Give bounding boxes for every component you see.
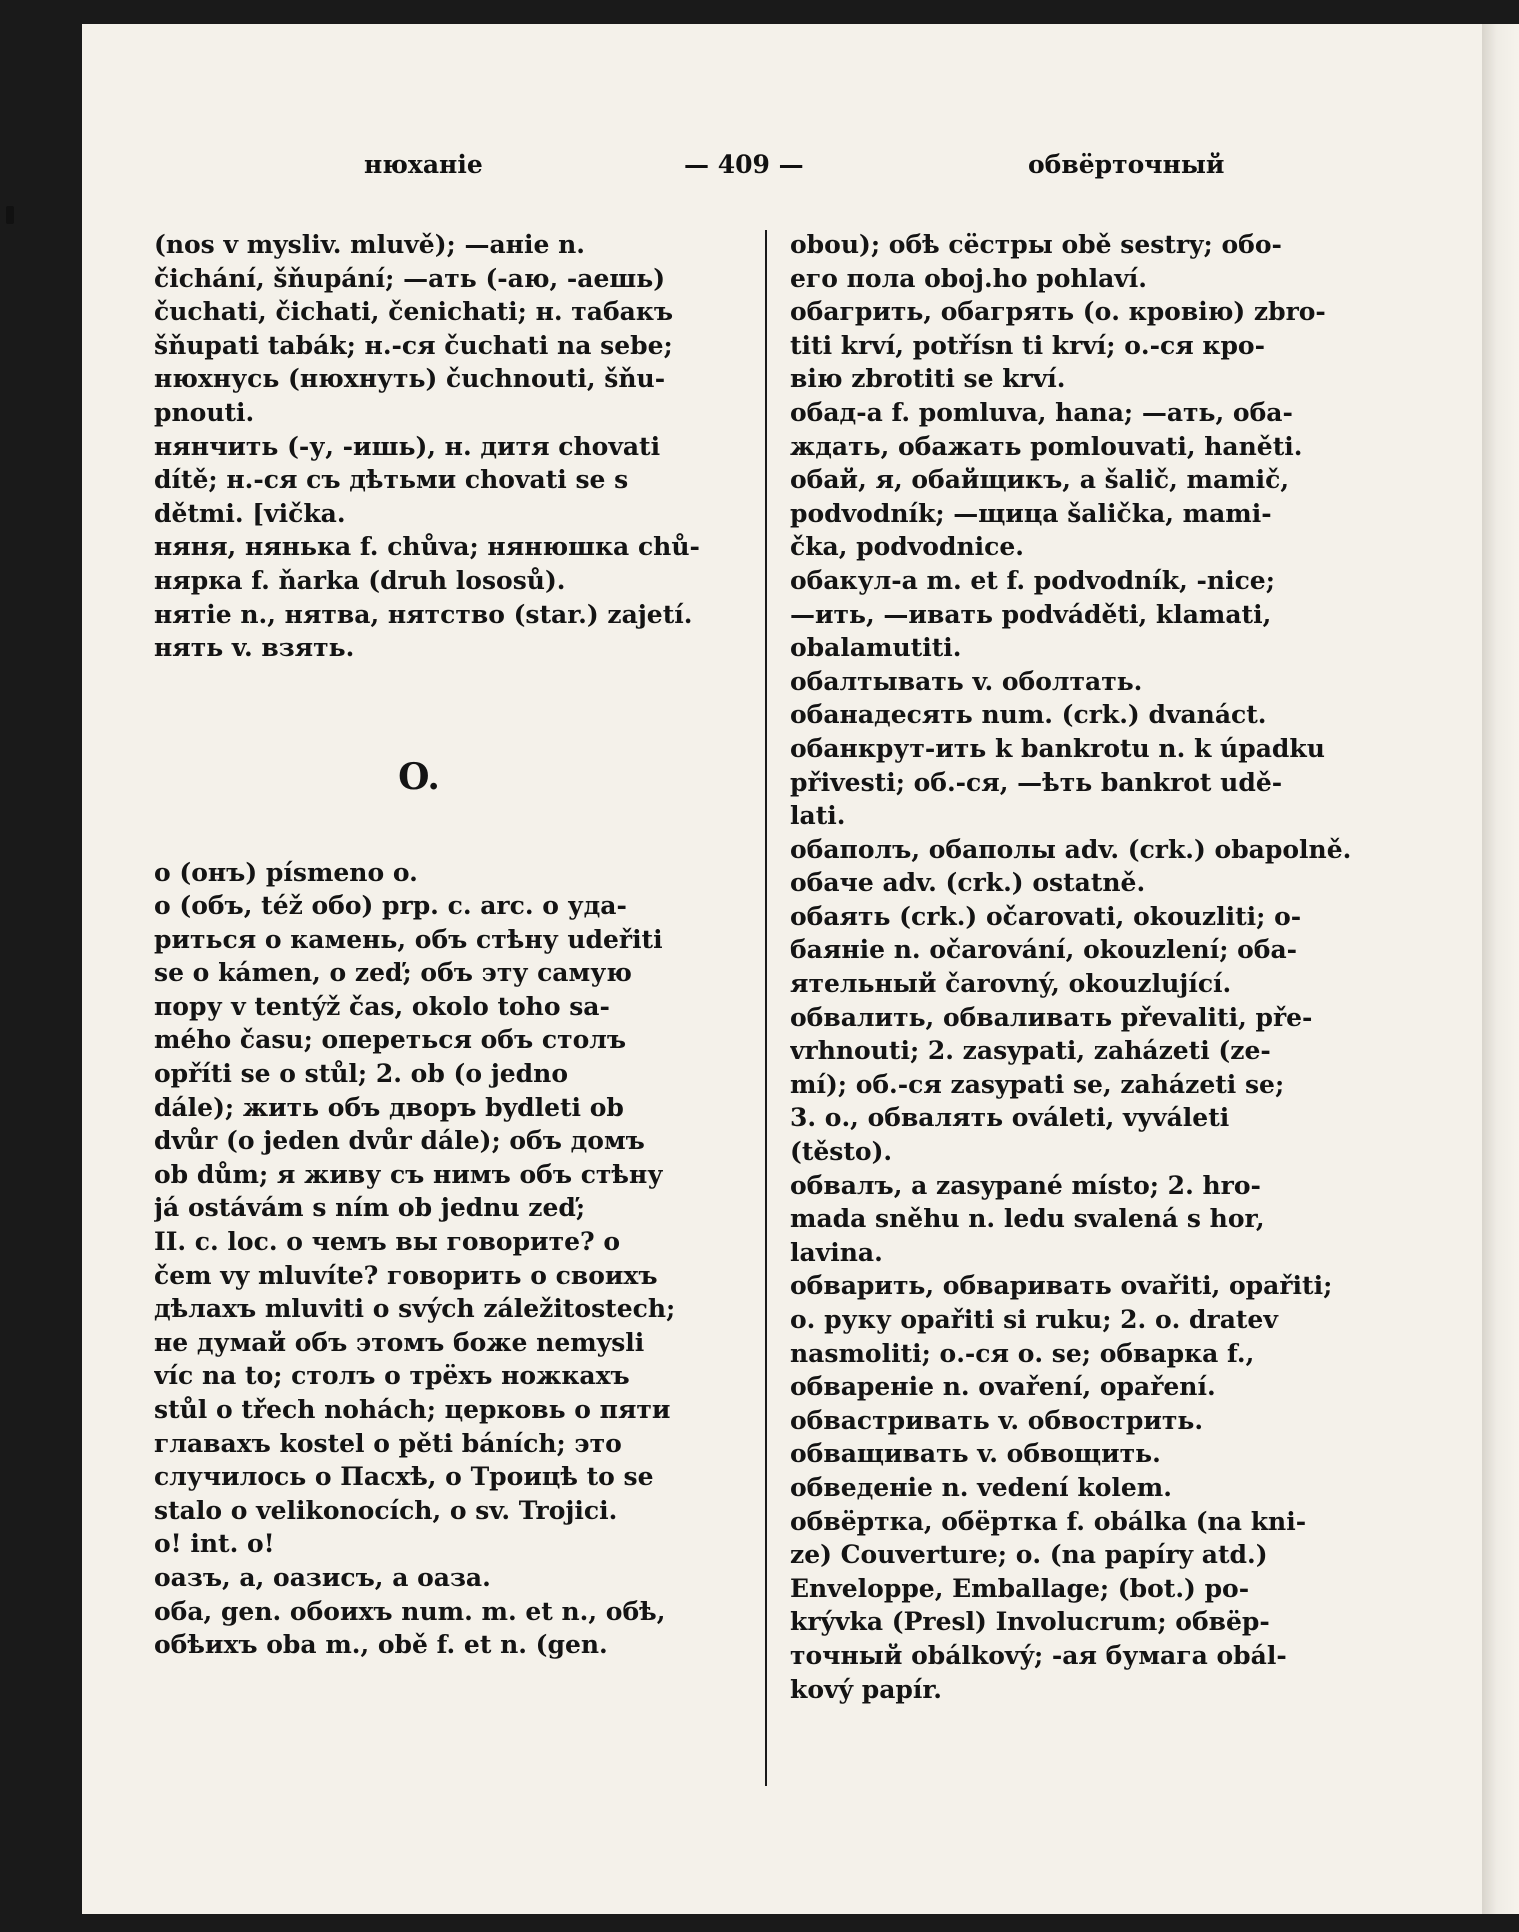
- dictionary-line: баяніе n. očarování, okouzlení; оба-: [790, 935, 1298, 965]
- dictionary-line: o! int. o!: [154, 1529, 275, 1559]
- dictionary-line: ятельный čarovný, okouzlující.: [790, 969, 1232, 999]
- dictionary-line: pnouti.: [154, 397, 255, 427]
- dictionary-line: mada sněhu n. ledu svalená s hor,: [790, 1204, 1265, 1234]
- dictionary-line: нюхнусь (нюхнуть) čuchnouti, šňu-: [154, 364, 666, 394]
- dictionary-line: obou); обѣ сёстры obě sestry; обо-: [790, 230, 1282, 259]
- dictionary-line: обанкрут-ить k bankrotu n. k úpadku: [790, 733, 1325, 763]
- header-left-guideword: нюханіе: [364, 150, 483, 179]
- dictionary-line: dále); жить объ дворъ bydleti ob: [154, 1092, 624, 1122]
- section-letter-o: O.: [398, 755, 440, 798]
- dictionary-line: ob dům; я живу съ нимъ объ стѣну: [154, 1159, 664, 1189]
- dictionary-line: mého času; опереться объ столъ: [154, 1025, 627, 1055]
- dictionary-line: stůl o třech nohách; церковь о пяти: [154, 1395, 671, 1424]
- dictionary-line: нянчить (-у, -ишь), н. дитя chovati: [154, 431, 661, 461]
- dictionary-line: dvůr (o jeden dvůr dále); объ домъ: [154, 1126, 645, 1156]
- blank-space: [154, 822, 728, 856]
- dictionary-line: II. c. loc. о чемъ вы говорите? o: [154, 1227, 621, 1257]
- dictionary-line: podvodník; —щица šalička, mami-: [790, 498, 1272, 528]
- dictionary-line: обварить, обваривать ovařiti, opařiti;: [790, 1271, 1333, 1301]
- dictionary-line: stalo o velikonocích, o sv. Trojici.: [154, 1495, 618, 1525]
- dictionary-line: вію zbrotiti se krví.: [790, 364, 1066, 394]
- dictionary-line: Enveloppe, Emballage; (bot.) po-: [790, 1573, 1250, 1603]
- dictionary-line: titi krví, potřísn ti krví; о.-ся кро-: [790, 330, 1265, 360]
- dictionary-line: его пола oboj.ho pohlaví.: [790, 263, 1147, 293]
- dictionary-line: ze) Couverture; о. (na papíry atd.): [790, 1540, 1268, 1570]
- dictionary-page: [82, 24, 1482, 1914]
- dictionary-line: случилось о Пасхѣ, о Троицѣ to se: [154, 1462, 654, 1492]
- dictionary-line: риться о камень, объ стѣну udeřiti: [154, 924, 663, 954]
- dictionary-line: пору v tentýž čas, okolo toho sa-: [154, 991, 610, 1021]
- dictionary-line: о. руку opařiti si ruku; 2. о. dratev: [790, 1305, 1278, 1334]
- dictionary-line: обаполъ, обаполы adv. (crk.) obapolně.: [790, 834, 1352, 864]
- dictionary-line: дѣлахъ mluviti o svých záležitostech;: [154, 1294, 676, 1324]
- dictionary-line: lati.: [790, 801, 846, 831]
- dictionary-line: о (онъ) písmeno o.: [154, 857, 418, 887]
- dictionary-line: оазъ, а, оазисъ, а оаза.: [154, 1562, 491, 1592]
- dictionary-line: šňupati tabák; н.-ся čuchati na sebe;: [154, 330, 673, 360]
- dictionary-line: обагрить, обагрять (о. кровію) zbro-: [790, 297, 1326, 327]
- dictionary-line: няня, нянька f. chůva; нянюшка chů-: [154, 532, 700, 562]
- dictionary-line: обаять (crk.) očarovati, okouzliti; о-: [790, 901, 1302, 931]
- dictionary-line: dětmi. [vička.: [154, 498, 346, 528]
- dictionary-line: обалтывать v. оболтать.: [790, 666, 1143, 696]
- dictionary-line: krývka (Presl) Involucrum; обвёр-: [790, 1607, 1270, 1637]
- dictionary-line: обвёртка, обёртка f. obálka (na kni-: [790, 1506, 1307, 1536]
- page-edge-shadow: [1482, 24, 1519, 1914]
- scan-edge-mark: [6, 206, 14, 224]
- dictionary-line: нять v. взять.: [154, 633, 355, 663]
- dictionary-line: 3. о., обвалять оválеti, vyváleti: [790, 1103, 1230, 1133]
- dictionary-line: обай, я, обайщикъ, а šalič, mamič,: [790, 465, 1290, 495]
- dictionary-line: já ostávám s ním ob jednu zeď;: [154, 1193, 586, 1223]
- dictionary-line: обведеніе n. vedení kolem.: [790, 1472, 1172, 1502]
- dictionary-line: opříti se o stůl; 2. ob (o jedno: [154, 1059, 569, 1089]
- dictionary-line: vrhnouti; 2. zasypati, zaházeti (ze-: [790, 1036, 1271, 1066]
- right-column-entries: [790, 228, 1384, 1706]
- dictionary-line: čichání, šňupání; —ать (-аю, -аешь): [154, 263, 666, 293]
- dictionary-line: обвалить, обваливать převaliti, pře-: [790, 1002, 1313, 1032]
- dictionary-line: обѣихъ oba m., obě f. et n. (gen.: [154, 1630, 608, 1660]
- dictionary-line: lavina.: [790, 1237, 883, 1267]
- right-column: [790, 228, 1384, 1706]
- dictionary-line: obalamutiti.: [790, 633, 962, 663]
- dictionary-line: víc na to; столъ о трёхъ ножкахъ: [154, 1361, 630, 1391]
- dictionary-line: kový papír.: [790, 1674, 942, 1704]
- dictionary-line: о (объ, též обо) prp. c. arc. о уда-: [154, 891, 627, 921]
- dictionary-line: обвастривать v. обвострить.: [790, 1405, 1204, 1435]
- dictionary-line: čka, podvodnice.: [790, 532, 1024, 562]
- running-header: [82, 150, 1482, 190]
- dictionary-line: ждать, обажать pomlouvati, haněti.: [790, 431, 1303, 461]
- dictionary-line: обващивать v. обвощить.: [790, 1439, 1161, 1469]
- left-column-entries-b: [154, 856, 728, 1662]
- dictionary-line: обаче adv. (crk.) ostatně.: [790, 868, 1146, 898]
- dictionary-line: čem vy mluvíte? говорить о своихъ: [154, 1260, 658, 1290]
- page-number: — 409 —: [684, 150, 804, 179]
- dictionary-line: нятіе n., нятва, нятство (star.) zajetí.: [154, 599, 693, 629]
- dictionary-line: (nos v mysliv. mluvě); —аніе n.: [154, 230, 585, 259]
- dictionary-line: (těsto).: [790, 1137, 893, 1167]
- column-divider: [765, 230, 767, 1786]
- dictionary-line: главахъ kostel o pěti báních; это: [154, 1428, 622, 1458]
- header-right-guideword: обвёрточный: [1028, 150, 1225, 179]
- dictionary-line: обад-а f. pomluva, hana; —ать, оба-: [790, 397, 1293, 427]
- dictionary-line: обанадесять num. (crk.) dvanáct.: [790, 700, 1267, 730]
- dictionary-line: оба, gen. обоихъ num. m. et n., обѣ,: [154, 1596, 666, 1626]
- blank-space: [154, 665, 728, 732]
- dictionary-line: —ить, —ивать podváděti, klamati,: [790, 599, 1272, 629]
- dictionary-line: обвалъ, а zasypané místo; 2. hro-: [790, 1170, 1261, 1200]
- left-column-entries-a: [154, 228, 728, 665]
- dictionary-line: nasmoliti; о.-ся о. se; обварка f.,: [790, 1338, 1255, 1368]
- dictionary-line: se o kámen, o zeď; объ эту самую: [154, 958, 632, 988]
- dictionary-line: не думай объ этомъ боже nemysli: [154, 1327, 645, 1357]
- dictionary-line: нярка f. ňarka (druh lososů).: [154, 565, 566, 595]
- dictionary-line: mí); об.-ся zasypati se, zaházeti se;: [790, 1069, 1285, 1099]
- dictionary-line: čuchati, čichati, čenichati; н. табакъ: [154, 297, 674, 327]
- left-column: [154, 228, 728, 1662]
- dictionary-line: обакул-а m. et f. podvodník, -nice;: [790, 565, 1275, 595]
- dictionary-line: přivesti; об.-ся, —ѣть bankrot udě-: [790, 767, 1283, 797]
- dictionary-line: обвареніе n. ovaření, opaření.: [790, 1372, 1216, 1402]
- dictionary-line: dítě; н.-ся съ дѣтьми chovati se s: [154, 465, 629, 495]
- dictionary-line: точный obálkový; -ая бумага obál-: [790, 1640, 1287, 1670]
